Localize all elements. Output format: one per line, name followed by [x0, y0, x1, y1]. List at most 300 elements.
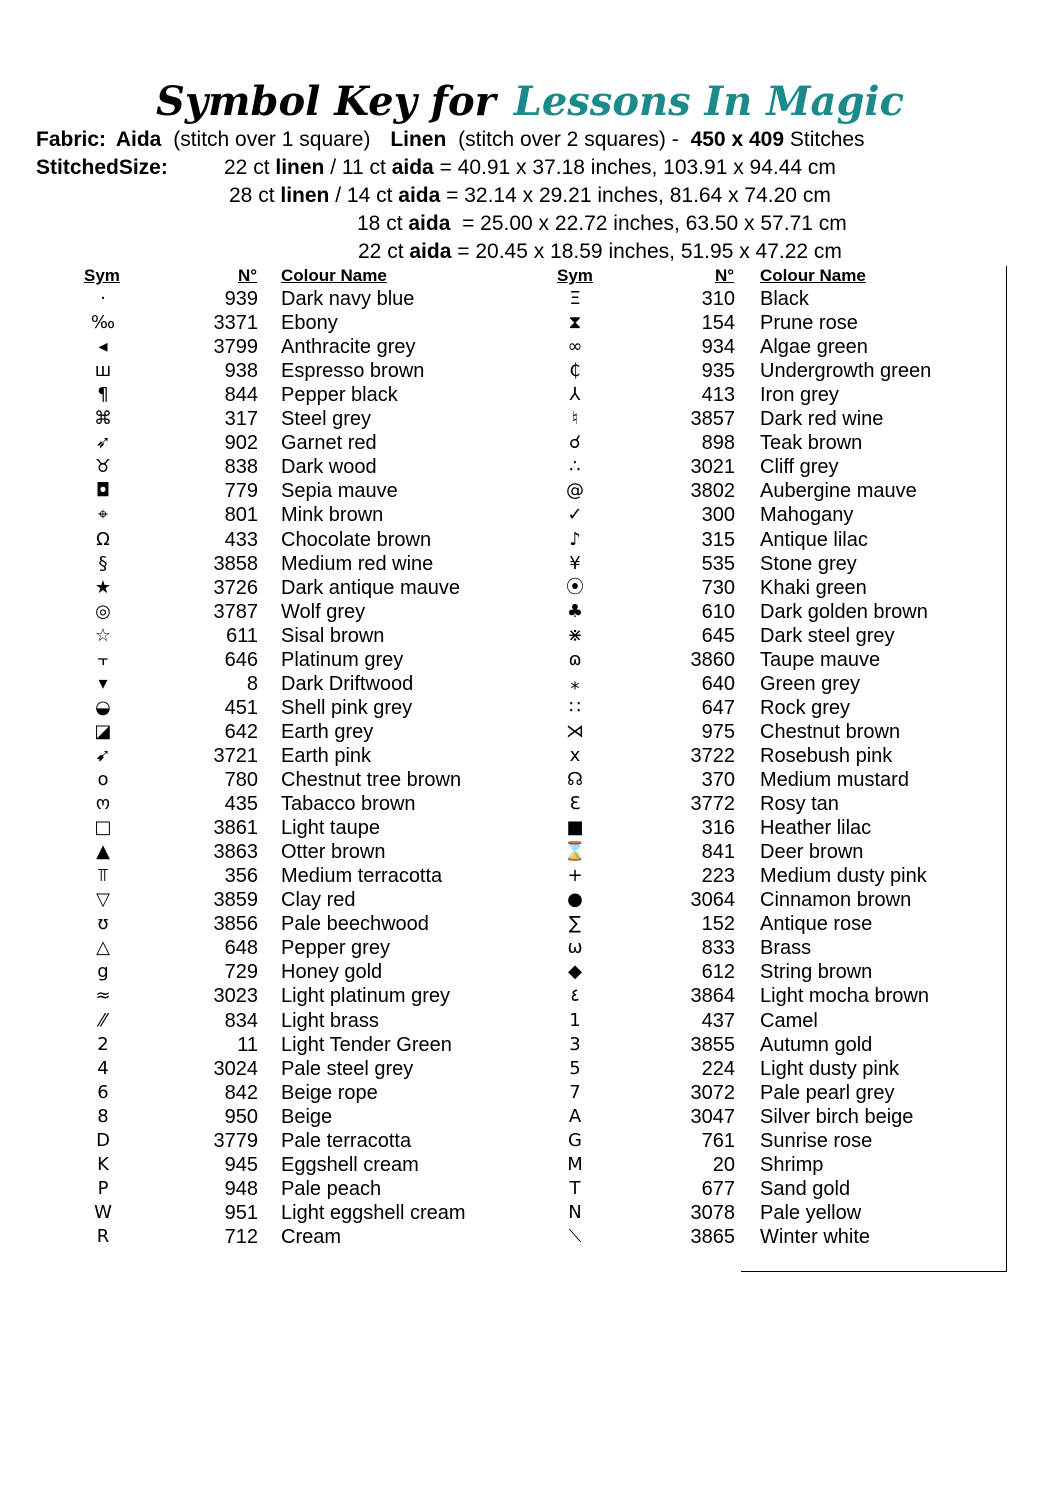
floss-number-left: 642: [224, 720, 258, 743]
floss-number-right: 3802: [690, 480, 735, 503]
table-row: [0, 888, 1060, 912]
symbol-left: ◘: [95, 480, 111, 502]
colour-name-right: Cinnamon brown: [760, 889, 912, 912]
size-line-bold: linen: [275, 156, 325, 179]
table-right-border: [1006, 266, 1007, 1272]
size-line-text: / 14 ct: [329, 184, 399, 207]
table-row: [0, 576, 1060, 600]
colour-name-right: Sunrise rose: [760, 1129, 873, 1152]
size-line-bold: aida: [391, 156, 434, 179]
symbol-left: 2: [97, 1033, 109, 1055]
symbol-left: ‰: [90, 312, 116, 334]
floss-number-left: 712: [224, 1225, 258, 1248]
colour-name-left: Sisal brown: [281, 624, 385, 647]
symbol-right: +: [567, 865, 583, 887]
header-num-right: N°: [715, 266, 735, 285]
colour-name-left: Light Tender Green: [281, 1033, 452, 1056]
symbol-left: ʊ: [97, 913, 109, 935]
symbol-right: ₵: [569, 360, 581, 382]
table-row: [0, 479, 1060, 503]
table-row: [0, 624, 1060, 648]
table-row: [0, 696, 1060, 720]
floss-number-left: 3799: [213, 336, 258, 359]
colour-name-left: Beige rope: [281, 1081, 378, 1104]
symbol-right: G: [568, 1129, 582, 1151]
size-line-3: [357, 210, 847, 238]
colour-name-right: Algae green: [760, 336, 868, 359]
symbol-right: ⋇: [567, 624, 583, 646]
colour-name-right: Rosy tan: [760, 793, 839, 816]
colour-name-left: Earth grey: [281, 720, 374, 743]
floss-number-left: 435: [224, 793, 258, 816]
symbol-right: ◆: [568, 961, 582, 983]
header-name-left: Colour Name: [281, 266, 387, 285]
size-line-bold: aida: [409, 240, 452, 263]
title-prefix: Symbol Key for: [156, 78, 496, 125]
colour-name-right: Pale pearl grey: [760, 1081, 895, 1104]
fabric-linen: Linen: [390, 128, 447, 151]
colour-name-right: Taupe mauve: [760, 648, 881, 671]
floss-number-left: 939: [224, 288, 258, 310]
symbol-left: K: [97, 1153, 109, 1175]
colour-name-right: Light dusty pink: [760, 1057, 899, 1080]
floss-number-left: 3024: [213, 1057, 258, 1080]
floss-number-left: 451: [224, 696, 258, 719]
symbol-left: ◂: [98, 336, 108, 358]
symbol-right: ¥: [569, 552, 581, 574]
floss-number-right: 315: [701, 528, 735, 551]
colour-name-left: Sepia mauve: [281, 480, 398, 503]
symbol-left: ш: [94, 360, 112, 382]
colour-name-left: Pepper black: [281, 384, 398, 407]
floss-number-right: 3078: [690, 1201, 735, 1224]
floss-number-right: 3772: [690, 793, 735, 816]
floss-number-right: 370: [701, 769, 735, 791]
fabric-linen-note: (stitch over 2 squares) -: [458, 128, 679, 151]
colour-name-left: Clay red: [281, 889, 356, 912]
symbol-right: 7: [569, 1081, 581, 1103]
header-sym-left: Sym: [84, 266, 120, 285]
table-row: [0, 503, 1060, 527]
floss-number-right: 612: [701, 961, 735, 984]
colour-name-left: Eggshell cream: [281, 1153, 419, 1176]
size-line-text: 18 ct: [357, 212, 409, 235]
colour-name-left: Chestnut tree brown: [281, 769, 462, 791]
symbol-left: ▾: [98, 672, 108, 694]
symbol-left: 8: [97, 1105, 109, 1127]
table-row: [0, 383, 1060, 407]
colour-name-left: Light brass: [281, 1009, 379, 1032]
symbol-right: ●: [567, 889, 583, 911]
table-row: [0, 1081, 1060, 1105]
floss-number-left: 834: [224, 1009, 258, 1032]
table-row: [0, 864, 1060, 888]
colour-name-right: Dark steel grey: [760, 624, 895, 647]
colour-name-left: Dark navy blue: [281, 288, 415, 310]
floss-number-left: 3861: [213, 817, 258, 840]
symbol-left: ·: [100, 288, 106, 309]
symbol-right: Ɛ: [569, 793, 581, 815]
symbol-right: A: [568, 1105, 582, 1127]
colour-name-right: Antique lilac: [760, 528, 868, 551]
colour-name-right: Cliff grey: [760, 456, 839, 479]
table-row: [0, 648, 1060, 672]
colour-name-left: Tabacco brown: [281, 793, 416, 816]
symbol-left: ⫟: [97, 648, 109, 670]
colour-name-left: Light taupe: [281, 817, 380, 840]
symbol-left: o: [97, 769, 109, 790]
symbol-right: ✓: [567, 504, 583, 526]
stitched-size-label: StitchedSize:: [36, 156, 168, 179]
title-pattern-name: Lessons In Magic: [513, 78, 904, 125]
floss-number-right: 20: [712, 1153, 735, 1176]
symbol-left: △: [96, 937, 110, 959]
symbol-right: ɷ: [568, 648, 582, 670]
floss-number-right: 152: [701, 913, 735, 936]
floss-number-left: 779: [224, 480, 258, 503]
fabric-line: [36, 126, 865, 154]
symbol-left: P: [97, 1177, 109, 1199]
symbol-left: ➶: [95, 432, 111, 454]
colour-name-left: Pale terracotta: [281, 1129, 412, 1152]
fabric-aida: Aida: [115, 128, 162, 151]
size-line-text: = 32.14 x 29.21 inches, 81.64 x 74.20 cm: [440, 184, 831, 207]
size-line-text: 22 ct: [224, 156, 276, 179]
floss-number-left: 838: [224, 456, 258, 479]
symbol-left: ★: [94, 576, 112, 598]
colour-name-right: Teak brown: [760, 432, 863, 455]
size-line-bold: aida: [398, 184, 441, 207]
symbol-left: ⌘: [94, 408, 112, 430]
colour-name-right: String brown: [760, 961, 873, 984]
symbol-right: 1: [569, 1009, 581, 1031]
colour-name-left: Dark wood: [281, 456, 377, 479]
table-row: [0, 960, 1060, 984]
header-name-right: Colour Name: [760, 266, 866, 285]
colour-name-left: Chocolate brown: [281, 528, 432, 551]
colour-name-right: Autumn gold: [760, 1033, 873, 1056]
symbol-right: M: [567, 1153, 583, 1175]
floss-number-right: 300: [701, 504, 735, 527]
colour-name-right: Silver birch beige: [760, 1105, 914, 1128]
colour-name-left: Dark Driftwood: [281, 672, 414, 695]
symbol-right: ⅄: [569, 384, 581, 406]
floss-number-left: 3721: [213, 744, 258, 767]
symbol-left: ◪: [94, 720, 112, 742]
symbol-left: ▲: [96, 841, 110, 863]
floss-number-right: 761: [701, 1129, 735, 1152]
symbol-right: ω: [567, 937, 583, 959]
floss-number-right: 935: [701, 360, 735, 383]
size-line-text: 22 ct: [358, 240, 410, 263]
floss-number-right: 730: [701, 576, 735, 599]
floss-number-left: 951: [224, 1201, 258, 1224]
table-row: [0, 431, 1060, 455]
symbol-left: ⌖: [97, 504, 109, 526]
size-line-text: = 25.00 x 22.72 inches, 63.50 x 57.71 cm: [450, 212, 847, 235]
colour-name-right: Rosebush pink: [760, 744, 893, 767]
size-line-2: [229, 182, 831, 210]
table-row: [0, 1225, 1060, 1249]
symbol-left: ⁄⁄: [99, 1009, 106, 1031]
floss-number-right: 535: [701, 552, 735, 575]
floss-number-right: 645: [701, 624, 735, 647]
colour-name-right: Medium mustard: [760, 769, 909, 791]
floss-number-right: 833: [701, 937, 735, 960]
floss-number-right: 413: [701, 384, 735, 407]
symbol-right: ⧗: [568, 312, 582, 334]
floss-number-left: 3863: [213, 841, 258, 864]
colour-name-left: Beige: [281, 1105, 333, 1128]
stitched-size-label-line: [36, 154, 168, 182]
table-row: [0, 1129, 1060, 1153]
colour-name-right: Camel: [760, 1009, 818, 1032]
floss-number-right: 677: [701, 1177, 735, 1200]
floss-number-left: 433: [224, 528, 258, 551]
colour-name-right: Sand gold: [760, 1177, 851, 1200]
floss-number-right: 3865: [690, 1225, 735, 1248]
table-row: [0, 816, 1060, 840]
colour-name-left: Shell pink grey: [281, 696, 413, 719]
colour-name-left: Cream: [281, 1225, 342, 1248]
floss-number-right: 640: [701, 672, 735, 695]
symbol-left: D: [96, 1129, 110, 1151]
table-row: [0, 720, 1060, 744]
table-row: [0, 1009, 1060, 1033]
symbol-right: 5: [569, 1057, 581, 1079]
floss-number-right: 3864: [690, 985, 735, 1008]
colour-name-left: Anthracite grey: [281, 336, 416, 359]
table-row: [0, 311, 1060, 335]
symbol-left: 6: [97, 1081, 109, 1103]
table-row: [0, 407, 1060, 431]
floss-number-right: 224: [701, 1057, 735, 1080]
floss-number-left: 3726: [213, 576, 258, 599]
floss-number-left: 842: [224, 1081, 258, 1104]
symbol-right: ⋊: [566, 720, 584, 742]
colour-name-right: Winter white: [760, 1225, 871, 1248]
colour-name-left: Pale peach: [281, 1177, 382, 1200]
colour-name-right: Shrimp: [760, 1153, 824, 1176]
symbol-right: ⁎: [570, 672, 580, 694]
size-line-text: / 11 ct: [324, 156, 392, 179]
symbol-left: □: [94, 817, 112, 839]
colour-name-left: Garnet red: [281, 432, 377, 455]
floss-number-left: 3787: [213, 600, 258, 623]
floss-number-right: 610: [701, 600, 735, 623]
symbol-left: ☆: [94, 624, 112, 646]
colour-name-right: Undergrowth green: [760, 360, 932, 383]
page-title: [0, 78, 1060, 126]
colour-name-right: Antique rose: [760, 913, 873, 936]
table-row: [0, 1033, 1060, 1057]
colour-name-left: Medium terracotta: [281, 865, 443, 888]
colour-name-right: Rock grey: [760, 696, 851, 719]
colour-name-right: Iron grey: [760, 384, 839, 407]
table-row: [0, 287, 1060, 311]
symbol-right: ∑: [568, 913, 582, 935]
floss-number-right: 3722: [690, 744, 735, 767]
symbol-right: ☊: [567, 769, 583, 790]
symbol-right: ■: [566, 817, 584, 839]
table-row: [0, 672, 1060, 696]
stitches-word: Stitches: [789, 128, 865, 151]
floss-number-right: 3072: [690, 1081, 735, 1104]
symbol-right: N: [568, 1201, 582, 1223]
table-row: [0, 912, 1060, 936]
colour-name-right: Black: [760, 288, 809, 310]
symbol-left: ▽: [96, 889, 110, 911]
floss-number-left: 729: [224, 961, 258, 984]
colour-name-left: Pale beechwood: [281, 913, 429, 936]
table-row: [0, 359, 1060, 383]
floss-number-left: 945: [224, 1153, 258, 1176]
colour-name-right: Prune rose: [760, 312, 858, 335]
floss-number-right: 975: [701, 720, 735, 743]
floss-number-left: 3779: [213, 1129, 258, 1152]
colour-name-left: Dark antique mauve: [281, 576, 460, 599]
table-bottom-border: [741, 1271, 1007, 1272]
table-row: [0, 1057, 1060, 1081]
size-line-4: [358, 238, 842, 266]
symbol-right: ⟍: [568, 1225, 582, 1247]
floss-number-right: 3855: [690, 1033, 735, 1056]
table-row: [0, 335, 1060, 359]
symbol-right: ∴: [569, 456, 581, 478]
floss-number-right: 3064: [690, 889, 735, 912]
colour-name-left: Platinum grey: [281, 648, 404, 671]
size-line-text: = 40.91 x 37.18 inches, 103.91 x 94.44 cm: [433, 156, 836, 179]
table-row: [0, 744, 1060, 768]
colour-name-left: Espresso brown: [281, 360, 425, 383]
size-line-1: [224, 154, 836, 182]
colour-name-left: Honey gold: [281, 961, 383, 984]
symbol-right: ٤: [570, 985, 580, 1007]
symbol-left: ⫪: [97, 865, 109, 887]
fabric-aida-note: (stitch over 1 square): [173, 128, 371, 151]
symbol-left: g: [97, 961, 109, 983]
colour-name-right: Dark golden brown: [760, 600, 928, 623]
symbol-right: @: [566, 480, 584, 502]
colour-name-right: Stone grey: [760, 552, 857, 575]
symbol-left: ო: [95, 793, 111, 815]
colour-name-right: Deer brown: [760, 841, 864, 864]
floss-number-left: 948: [224, 1177, 258, 1200]
table-row: [0, 936, 1060, 960]
symbol-left: ≈: [95, 985, 111, 1007]
symbol-right: ☌: [568, 432, 582, 454]
symbol-left: R: [96, 1225, 110, 1247]
colour-name-right: Dark red wine: [760, 408, 884, 431]
symbol-right: ♪: [569, 528, 581, 550]
colour-name-left: Ebony: [281, 312, 338, 335]
table-row: [0, 1105, 1060, 1129]
table-row: [0, 455, 1060, 479]
floss-number-right: 647: [701, 696, 735, 719]
symbol-right: ♮: [571, 408, 579, 430]
fabric-label: Fabric:: [36, 128, 107, 151]
floss-number-right: 898: [701, 432, 735, 455]
symbol-right: x: [569, 744, 581, 766]
symbol-left: §: [98, 552, 108, 574]
floss-number-right: 3047: [690, 1105, 735, 1128]
floss-number-right: 3857: [690, 408, 735, 431]
symbol-left: 4: [97, 1057, 109, 1079]
symbol-right: ⌛: [563, 841, 587, 863]
colour-name-right: Medium dusty pink: [760, 865, 927, 888]
colour-name-right: Brass: [760, 937, 812, 960]
floss-number-left: 11: [237, 1033, 258, 1056]
floss-number-left: 3371: [213, 312, 258, 335]
floss-number-left: 950: [224, 1105, 258, 1128]
floss-number-left: 648: [224, 937, 258, 960]
floss-number-left: 844: [224, 384, 258, 407]
symbol-left: ◎: [95, 600, 111, 622]
symbol-left: ◒: [95, 696, 111, 718]
colour-name-left: Light eggshell cream: [281, 1201, 466, 1224]
floss-number-left: 317: [224, 408, 258, 431]
symbol-left: ♉: [94, 456, 112, 478]
symbol-left: ➹: [95, 744, 111, 766]
colour-name-left: Pale steel grey: [281, 1057, 414, 1080]
colour-name-right: Green grey: [760, 672, 861, 695]
colour-name-left: Medium red wine: [281, 552, 434, 575]
floss-number-left: 611: [226, 624, 258, 647]
floss-number-right: 934: [701, 336, 735, 359]
symbol-right: 3: [569, 1033, 581, 1055]
header-num-left: N°: [238, 266, 258, 285]
colour-name-left: Light platinum grey: [281, 985, 450, 1008]
symbol-right: T: [569, 1177, 581, 1199]
floss-number-left: 8: [246, 672, 258, 695]
floss-number-left: 938: [224, 360, 258, 383]
colour-name-right: Khaki green: [760, 576, 867, 599]
table-row: [0, 600, 1060, 624]
table-row: [0, 1201, 1060, 1225]
colour-name-right: Pale yellow: [760, 1201, 862, 1224]
colour-name-left: Wolf grey: [281, 600, 366, 623]
floss-number-left: 3856: [213, 913, 258, 936]
table-row: [0, 768, 1060, 792]
colour-name-right: Chestnut brown: [760, 720, 901, 743]
floss-number-left: 3858: [213, 552, 258, 575]
symbol-right: ∷: [569, 696, 581, 718]
floss-number-left: 356: [224, 865, 258, 888]
floss-number-right: 310: [701, 288, 735, 310]
floss-number-right: 316: [701, 817, 735, 840]
floss-number-left: 801: [224, 504, 258, 527]
floss-number-left: 646: [224, 648, 258, 671]
table-row: [0, 1177, 1060, 1201]
floss-number-left: 3023: [213, 985, 258, 1008]
colour-name-left: Steel grey: [281, 408, 372, 431]
floss-number-left: 780: [224, 769, 258, 791]
table-row: [0, 552, 1060, 576]
symbol-right: Ξ: [569, 288, 581, 309]
colour-name-right: Heather lilac: [760, 817, 872, 840]
floss-number-left: 902: [224, 432, 258, 455]
floss-number-right: 841: [701, 841, 735, 864]
floss-number-right: 154: [701, 312, 735, 335]
symbol-left: Ω: [96, 528, 110, 550]
table-row: [0, 528, 1060, 552]
colour-name-left: Mink brown: [281, 504, 384, 527]
header-sym-right: Sym: [557, 266, 593, 285]
stitch-count: 450 x 409: [690, 128, 785, 151]
size-line-bold: linen: [280, 184, 330, 207]
colour-name-left: Earth pink: [281, 744, 372, 767]
colour-name-right: Mahogany: [760, 504, 854, 527]
